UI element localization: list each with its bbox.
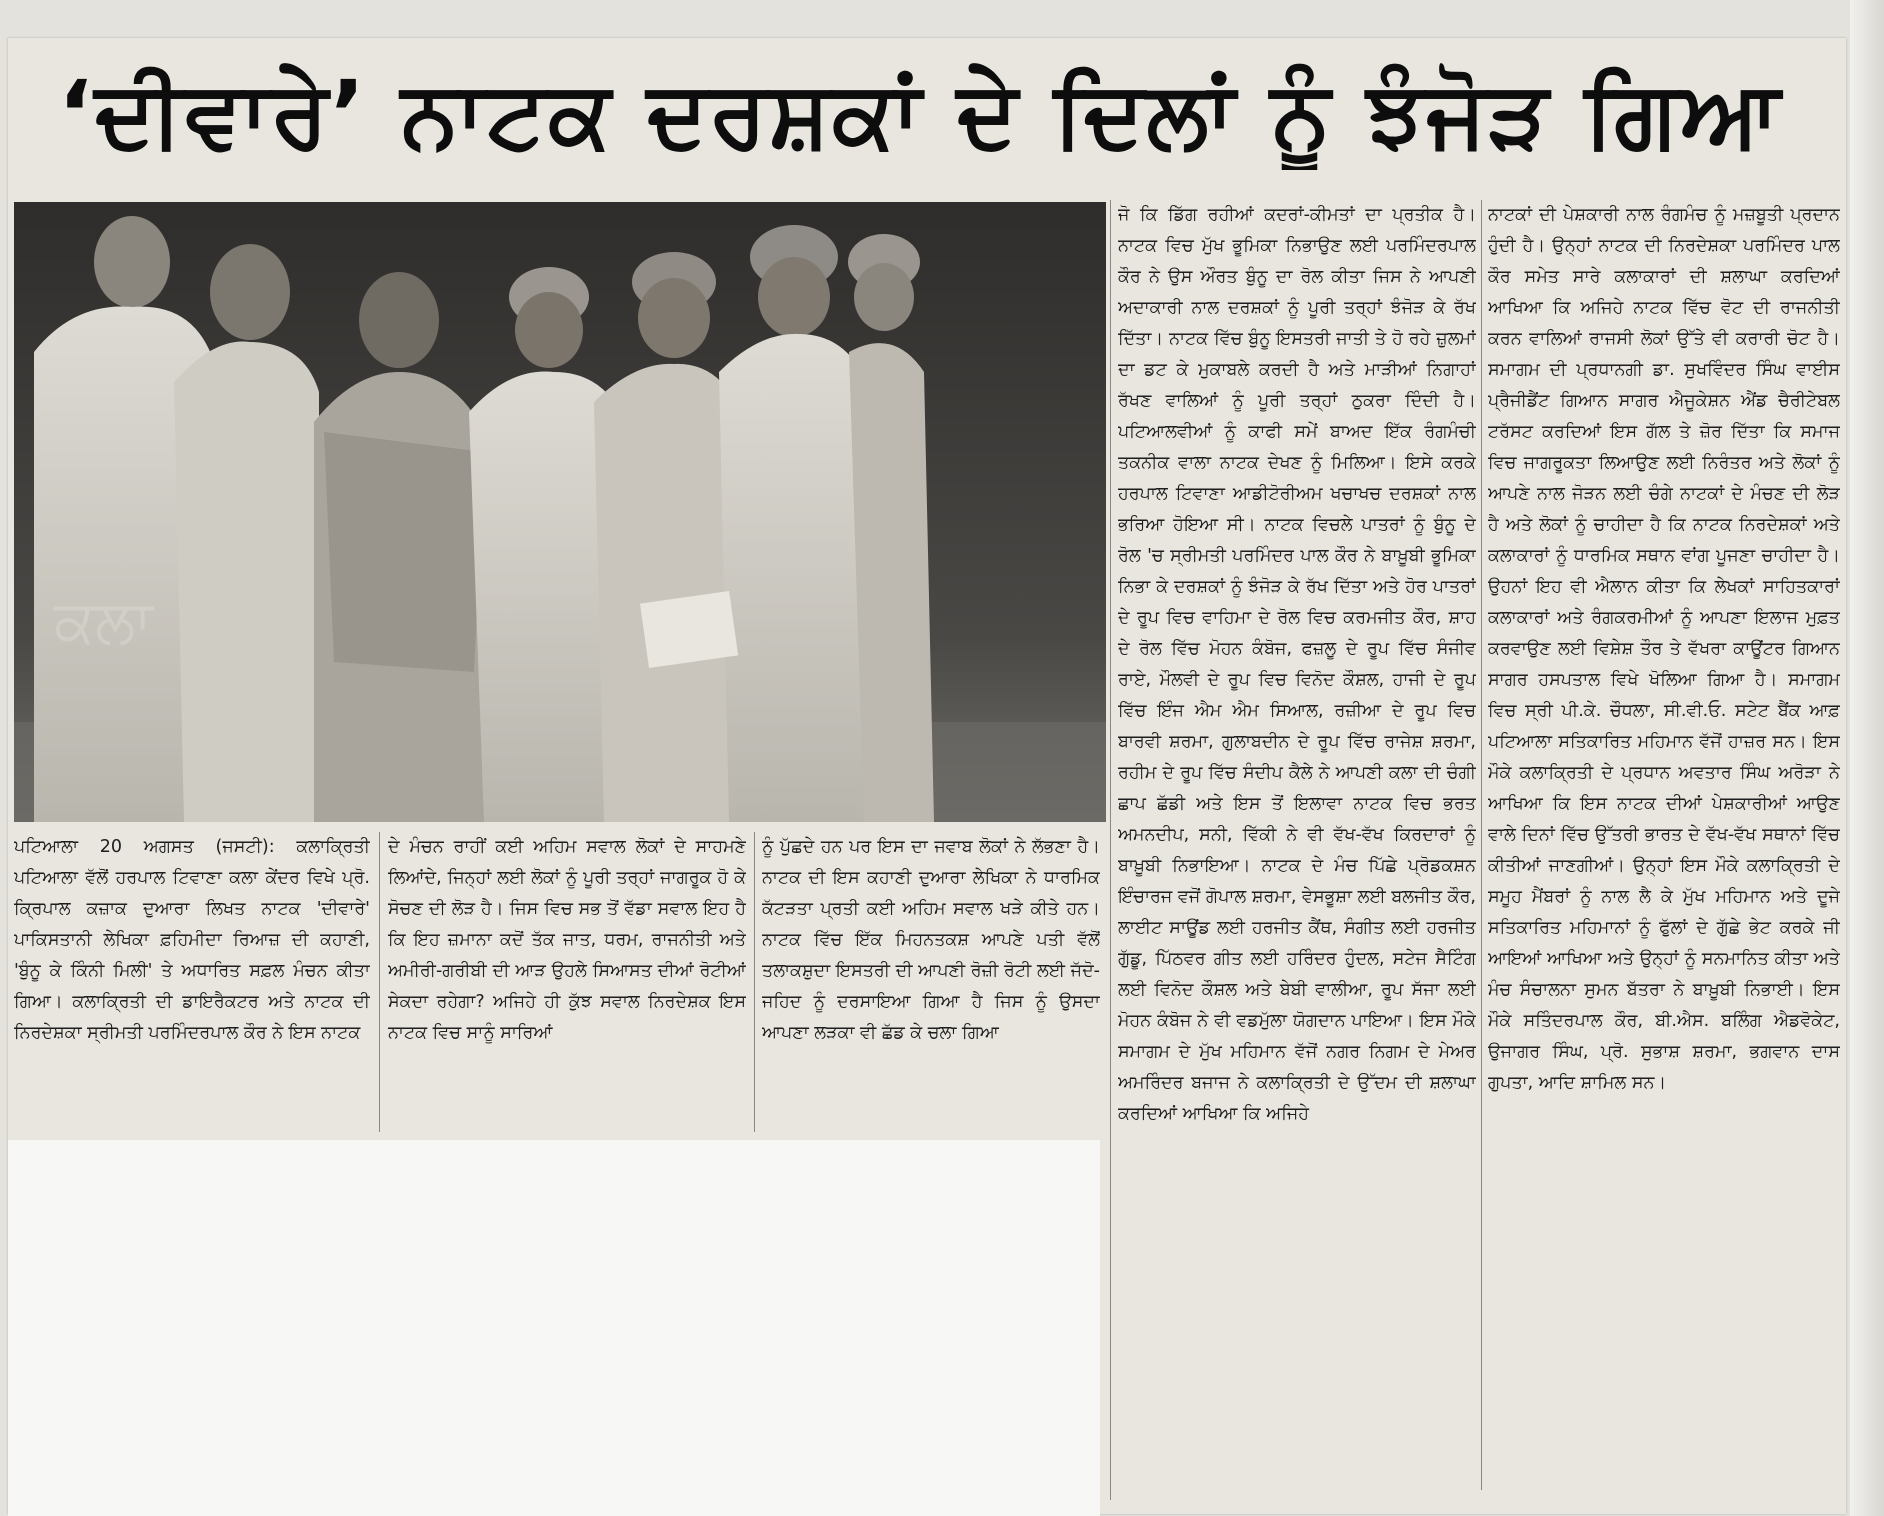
- photo-illustration: [14, 202, 1106, 822]
- headline: ‘ਦੀਵਾਰੇ’ ਨਾਟਕ ਦਰਸ਼ਕਾਂ ਦੇ ਦਿਲਾਂ ਨੂੰ ਝੰਜੋੜ ਗਿਆ: [57, 60, 1783, 168]
- article-column-4: ਜੋ ਕਿ ਡਿੱਗ ਰਹੀਆਂ ਕਦਰਾਂ-ਕੀਮਤਾਂ ਦਾ ਪ੍ਰਤੀਕ ਹੈ। ਨਾਟਕ ਵਿਚ ਮੁੱਖ ਭੂਮਿਕਾ ਨਿਭਾਉਣ ਲਈ ਪਰਮਿੰਦਰਪਾਲ ਕੌਰ ਨੇ ਉਸ ਔਰਤ ਬੁੰਨੂ ਦਾ ਰੋਲ ਕੀਤਾ ਜਿਸ ਨੇ ਆਪਣੀ ਅਦਾਕਾਰੀ ਨਾਲ ਦਰਸ਼ਕਾਂ ਨੂੰ ਪੂਰੀ ਤਰ੍ਹਾਂ ਝੰਜੋੜ ਕੇ ਰੱਖ ਦਿੱਤਾ। ਨਾਟਕ ਵਿੱਚ ਬੁੰਨੂ ਇਸਤਰੀ ਜਾਤੀ ਤੇ ਹੋ ਰਹੇ ਜ਼ੁਲਮਾਂ ਦਾ ਡਟ ਕੇ ਮੁਕਾਬਲੇ ਕਰਦੀ ਹੈ ਅਤੇ ਮਾੜੀਆਂ ਨਿਗਾਹਾਂ ਰੱਖਣ ਵਾਲਿਆਂ ਨੂੰ ਪੂਰੀ ਤਰ੍ਹਾਂ ਠੁਕਰਾ ਦਿੰਦੀ ਹੈ। ਪਟਿਆਲਵੀਆਂ ਨੂੰ ਕਾਫੀ ਸਮੇਂ ਬਾਅਦ ਇੱਕ ਰੰਗਮੰਚੀ ਤਕਨੀਕ ਵਾਲਾ ਨਾਟਕ ਦੇਖਣ ਨੂੰ ਮਿਲਿਆ। ਇਸੇ ਕਰਕੇ ਹਰਪਾਲ ਟਿਵਾਣਾ ਆਡੀਟੋਰੀਅਮ ਖਚਾਖਚ ਦਰਸ਼ਕਾਂ ਨਾਲ ਭਰਿਆ ਹੋਇਆ ਸੀ। ਨਾਟਕ ਵਿਚਲੇ ਪਾਤਰਾਂ ਨੂੰ ਬੁੰਨੂ ਦੇ ਰੋਲ 'ਚ ਸ੍ਰੀਮਤੀ ਪਰਮਿੰਦਰ ਪਾਲ ਕੌਰ ਨੇ ਬਾਖ਼ੂਬੀ ਭੂਮਿਕਾ ਨਿਭਾ ਕੇ ਦਰਸ਼ਕਾਂ ਨੂੰ ਝੰਜੋੜ ਕੇ ਰੱਖ ਦਿੱਤਾ ਅਤੇ ਹੋਰ ਪਾਤਰਾਂ ਦੇ ਰੂਪ ਵਿਚ ਵਾਹਿਮਾ ਦੇ ਰੋਲ ਵਿਚ ਕਰਮਜੀਤ ਕੌਰ, ਸ਼ਾਹ ਦੇ ਰੋਲ ਵਿੱਚ ਮੋਹਨ ਕੰਬੋਜ, ਫਜ਼ਲੂ ਦੇ ਰੂਪ ਵਿੱਚ ਸੰਜੀਵ ਰਾਏ, ਮੌਲਵੀ ਦੇ ਰੂਪ ਵਿਚ ਵਿਨੋਦ ਕੌਸ਼ਲ, ਹਾਜੀ ਦੇ ਰੂਪ ਵਿੱਚ ਇੰਜ ਐਮ ਐਮ ਸਿਆਲ, ਰਜ਼ੀਆ ਦੇ ਰੂਪ ਵਿਚ ਬਾਰਵੀ ਸ਼ਰਮਾ, ਗੁਲਾਬਦੀਨ ਦੇ ਰੂਪ ਵਿੱਚ ਰਾਜੇਸ਼ ਸ਼ਰਮਾ, ਰਹੀਮ ਦੇ ਰੂਪ ਵਿੱਚ ਸੰਦੀਪ ਕੈਲੇ ਨੇ ਆਪਣੀ ਕਲਾ ਦੀ ਚੰਗੀ ਛਾਪ ਛੱਡੀ ਅਤੇ ਇਸ ਤੋਂ ਇਲਾਵਾ ਨਾਟਕ ਵਿਚ ਭਰਤ ਅਮਨਦੀਪ, ਸਨੀ, ਵਿੱਕੀ ਨੇ ਵੀ ਵੱਖ-ਵੱਖ ਕਿਰਦਾਰਾਂ ਨੂੰ ਬਾਖ਼ੂਬੀ ਨਿਭਾਇਆ। ਨਾਟਕ ਦੇ ਮੰਚ ਪਿੱਛੇ ਪ੍ਰੋਡਕਸ਼ਨ ਇੰਚਾਰਜ ਵਜੋਂ ਗੋਪਾਲ ਸ਼ਰਮਾ, ਵੇਸਭੂਸ਼ਾ ਲਈ ਬਲਜੀਤ ਕੌਰ, ਲਾਈਟ ਸਾਊਂਡ ਲਈ ਹਰਜੀਤ ਕੈਂਥ, ਸੰਗੀਤ ਲਈ ਹਰਜੀਤ ਗੁੱਡੂ, ਪਿੱਠਵਰ ਗੀਤ ਲਈ ਹਰਿੰਦਰ ਹੁੰਦਲ, ਸਟੇਜ ਸੈਟਿੰਗ ਲਈ ਵਿਨੋਦ ਕੌਸ਼ਲ ਅਤੇ ਬੇਬੀ ਵਾਲੀਆ, ਰੂਪ ਸੱਜਾ ਲਈ ਮੋਹਨ ਕੰਬੋਜ ਨੇ ਵੀ ਵਡਮੁੱਲਾ ਯੋਗਦਾਨ ਪਾਇਆ। ਇਸ ਮੌਕੇ ਸਮਾਗਮ ਦੇ ਮੁੱਖ ਮਹਿਮਾਨ ਵੱਜੋਂ ਨਗਰ ਨਿਗਮ ਦੇ ਮੇਅਰ ਅਮਰਿੰਦਰ ਬਜਾਜ ਨੇ ਕਲਾਕ੍ਰਿਤੀ ਦੇ ਉੱਦਮ ਦੀ ਸ਼ਲਾਘਾ ਕਰਦਿਆਂ ਆਖਿਆ ਕਿ ਅਜਿਹੇ: [1118, 205, 1476, 1124]
- column-divider: [379, 832, 380, 1132]
- article-column-1: ਪਟਿਆਲਾ 20 ਅਗਸਤ (ਜਸਟੀ): ਕਲਾਕ੍ਰਿਤੀ ਪਟਿਆਲਾ ਵੱਲੋਂ ਹਰਪਾਲ ਟਿਵਾਣਾ ਕਲਾ ਕੇਂਦਰ ਵਿਖੇ ਪ੍ਰੋ. ਕ੍ਰਿਪਾਲ ਕਜ਼ਾਕ ਦੁਆਰਾ ਲਿਖਤ ਨਾਟਕ 'ਦੀਵਾਰੇ' ਪਾਕਿਸਤਾਨੀ ਲੇਖਿਕਾ ਫ਼ਹਿਮੀਦਾ ਰਿਆਜ਼ ਦੀ ਕਹਾਣੀ, 'ਬੁੰਨੂ ਕੇ ਕਿੰਨੀ ਮਿਲੀ' ਤੇ ਅਧਾਰਿਤ ਸਫ਼ਲ ਮੰਚਨ ਕੀਤਾ ਗਿਆ। ਕਲਾਕ੍ਰਿਤੀ ਦੀ ਡਾਇਰੈਕਟਰ ਅਤੇ ਨਾਟਕ ਦੀ ਨਿਰਦੇਸ਼ਕਾ ਸ੍ਰੀਮਤੀ ਪਰਮਿੰਦਰਪਾਲ ਕੌਰ ਨੇ ਇਸ ਨਾਟਕ: [14, 837, 370, 1043]
- backdrop-text: ਕਲਾ: [54, 587, 153, 657]
- news-photo: [14, 202, 1106, 822]
- column-divider: [1481, 200, 1482, 1490]
- article-column-3: ਨੂੰ ਪੁੱਛਦੇ ਹਨ ਪਰ ਇਸ ਦਾ ਜਵਾਬ ਲੋਕਾਂ ਨੇ ਲੱਭਣਾ ਹੈ। ਨਾਟਕ ਦੀ ਇਸ ਕਹਾਣੀ ਦੁਆਰਾ ਲੇਖਿਕਾ ਨੇ ਧਾਰਮਿਕ ਕੱਟੜਤਾ ਪ੍ਰਤੀ ਕਈ ਅਹਿਮ ਸਵਾਲ ਖੜੇ ਕੀਤੇ ਹਨ। ਨਾਟਕ ਵਿੱਚ ਇੱਕ ਮਿਹਨਤਕਸ਼ ਆਪਣੇ ਪਤੀ ਵੱਲੋਂ ਤਲਾਕਸ਼ੁਦਾ ਇਸਤਰੀ ਦੀ ਆਪਣੀ ਰੋਜ਼ੀ ਰੋਟੀ ਲਈ ਜੱਦੋ-ਜਹਿਦ ਨੂੰ ਦਰਸਾਇਆ ਗਿਆ ਹੈ ਜਿਸ ਨੂੰ ਉਸਦਾ ਆਪਣਾ ਲੜਕਾ ਵੀ ਛੱਡ ਕੇ ਚਲਾ ਗਿਆ: [762, 837, 1100, 1043]
- paper-edge: [1850, 0, 1884, 1516]
- column-divider: [754, 832, 755, 1132]
- award-plaque: [640, 591, 738, 668]
- blank-paper-area: [8, 1140, 1100, 1516]
- column-divider: [1110, 200, 1111, 1500]
- article-column-5: ਨਾਟਕਾਂ ਦੀ ਪੇਸ਼ਕਾਰੀ ਨਾਲ ਰੰਗਮੰਚ ਨੂੰ ਮਜ਼ਬੂਤੀ ਪ੍ਰਦਾਨ ਹੁੰਦੀ ਹੈ। ਉਨ੍ਹਾਂ ਨਾਟਕ ਦੀ ਨਿਰਦੇਸ਼ਕਾ ਪਰਮਿੰਦਰ ਪਾਲ ਕੌਰ ਸਮੇਤ ਸਾਰੇ ਕਲਾਕਾਰਾਂ ਦੀ ਸ਼ਲਾਘਾ ਕਰਦਿਆਂ ਆਖਿਆ ਕਿ ਅਜਿਹੇ ਨਾਟਕ ਵਿੱਚ ਵੋਟ ਦੀ ਰਾਜਨੀਤੀ ਕਰਨ ਵਾਲਿਆਂ ਰਾਜਸੀ ਲੋਕਾਂ ਉੱਤੇ ਵੀ ਕਰਾਰੀ ਚੋਟ ਹੈ। ਸਮਾਗਮ ਦੀ ਪ੍ਰਧਾਨਗੀ ਡਾ. ਸੁਖਵਿੰਦਰ ਸਿੰਘ ਵਾਈਸ ਪ੍ਰੈਜੀਡੈਂਟ ਗਿਆਨ ਸਾਗਰ ਐਜੂਕੇਸ਼ਨ ਐਂਡ ਚੈਰੀਟੇਬਲ ਟਰੱਸਟ ਕਰਦਿਆਂ ਇਸ ਗੱਲ ਤੇ ਜ਼ੋਰ ਦਿੱਤਾ ਕਿ ਸਮਾਜ ਵਿਚ ਜਾਗਰੂਕਤਾ ਲਿਆਉਣ ਲਈ ਨਿਰੰਤਰ ਅਤੇ ਲੋਕਾਂ ਨੂੰ ਆਪਣੇ ਨਾਲ ਜੋੜਨ ਲਈ ਚੰਗੇ ਨਾਟਕਾਂ ਦੇ ਮੰਚਣ ਦੀ ਲੋੜ ਹੈ ਅਤੇ ਲੋਕਾਂ ਨੂੰ ਚਾਹੀਦਾ ਹੈ ਕਿ ਨਾਟਕ ਨਿਰਦੇਸ਼ਕਾਂ ਅਤੇ ਕਲਾਕਾਰਾਂ ਨੂੰ ਧਾਰਮਿਕ ਸਥਾਨ ਵਾਂਗ ਪੂਜਣਾ ਚਾਹੀਦਾ ਹੈ। ਉਹਨਾਂ ਇਹ ਵੀ ਐਲਾਨ ਕੀਤਾ ਕਿ ਲੇਖਕਾਂ ਸਾਹਿਤਕਾਰਾਂ ਕਲਾਕਾਰਾਂ ਅਤੇ ਰੰਗਕਰਮੀਆਂ ਨੂੰ ਆਪਣਾ ਇਲਾਜ ਮੁਫ਼ਤ ਕਰਵਾਉਣ ਲਈ ਵਿਸ਼ੇਸ਼ ਤੌਰ ਤੇ ਵੱਖਰਾ ਕਾਊਂਟਰ ਗਿਆਨ ਸਾਗਰ ਹਸਪਤਾਲ ਵਿਖੇ ਖੋਲਿਆ ਗਿਆ ਹੈ। ਸਮਾਗਮ ਵਿਚ ਸ੍ਰੀ ਪੀ.ਕੇ. ਚੌਧਲਾ, ਸੀ.ਵੀ.ਓ. ਸਟੇਟ ਬੈਂਕ ਆਫ਼ ਪਟਿਆਲਾ ਸਤਿਕਾਰਿਤ ਮਹਿਮਾਨ ਵੱਜੋਂ ਹਾਜ਼ਰ ਸਨ। ਇਸ ਮੌਕੇ ਕਲਾਕ੍ਰਿਤੀ ਦੇ ਪ੍ਰਧਾਨ ਅਵਤਾਰ ਸਿੰਘ ਅਰੋੜਾ ਨੇ ਆਖਿਆ ਕਿ ਇਸ ਨਾਟਕ ਦੀਆਂ ਪੇਸ਼ਕਾਰੀਆਂ ਆਉਣ ਵਾਲੇ ਦਿਨਾਂ ਵਿੱਚ ਉੱਤਰੀ ਭਾਰਤ ਦੇ ਵੱਖ-ਵੱਖ ਸਥਾਨਾਂ ਵਿੱਚ ਕੀਤੀਆਂ ਜਾਣਗੀਆਂ। ਉਨ੍ਹਾਂ ਇਸ ਮੌਕੇ ਕਲਾਕ੍ਰਿਤੀ ਦੇ ਸਮੂਹ ਮੈਂਬਰਾਂ ਨੂੰ ਨਾਲ ਲੈ ਕੇ ਮੁੱਖ ਮਹਿਮਾਨ ਅਤੇ ਦੂਜੇ ਸਤਿਕਾਰਿਤ ਮਹਿਮਾਨਾਂ ਨੂੰ ਫੁੱਲਾਂ ਦੇ ਗੁੱਛੇ ਭੇਟ ਕਰਕੇ ਜੀ ਆਇਆਂ ਆਖਿਆ ਅਤੇ ਉਨ੍ਹਾਂ ਨੂੰ ਸਨਮਾਨਿਤ ਕੀਤਾ ਅਤੇ ਮੰਚ ਸੰਚਾਲਨਾ ਸੁਮਨ ਬੱਤਰਾ ਨੇ ਬਾਖ਼ੂਬੀ ਨਿਭਾਈ। ਇਸ ਮੌਕੇ ਸਤਿੰਦਰਪਾਲ ਕੌਰ, ਬੀ.ਐਸ. ਬਲਿੰਗ ਐਡਵੋਕੇਟ, ਉਜਾਗਰ ਸਿੰਘ, ਪ੍ਰੋ. ਸੁਭਾਸ਼ ਸ਼ਰਮਾ, ਭਗਵਾਨ ਦਾਸ ਗੁਪਤਾ, ਆਦਿ ਸ਼ਾਮਿਲ ਸਨ।: [1488, 205, 1840, 1093]
- article-column-2: ਦੇ ਮੰਚਨ ਰਾਹੀਂ ਕਈ ਅਹਿਮ ਸਵਾਲ ਲੋਕਾਂ ਦੇ ਸਾਹਮਣੇ ਲਿਆਂਦੇ, ਜਿਨ੍ਹਾਂ ਲਈ ਲੋਕਾਂ ਨੂੰ ਪੂਰੀ ਤਰ੍ਹਾਂ ਜਾਗਰੂਕ ਹੋ ਕੇ ਸੋਚਣ ਦੀ ਲੋੜ ਹੈ। ਜਿਸ ਵਿਚ ਸਭ ਤੋਂ ਵੱਡਾ ਸਵਾਲ ਇਹ ਹੈ ਕਿ ਇਹ ਜ਼ਮਾਨਾ ਕਦੋਂ ਤੱਕ ਜਾਤ, ਧਰਮ, ਰਾਜਨੀਤੀ ਅਤੇ ਅਮੀਰੀ-ਗਰੀਬੀ ਦੀ ਆੜ ਉਹਲੇ ਸਿਆਸਤ ਦੀਆਂ ਰੋਟੀਆਂ ਸੇਕਦਾ ਰਹੇਗਾ? ਅਜਿਹੇ ਹੀ ਕੁੱਝ ਸਵਾਲ ਨਿਰਦੇਸ਼ਕ ਇਸ ਨਾਟਕ ਵਿਚ ਸਾਨੂੰ ਸਾਰਿਆਂ: [388, 837, 746, 1043]
